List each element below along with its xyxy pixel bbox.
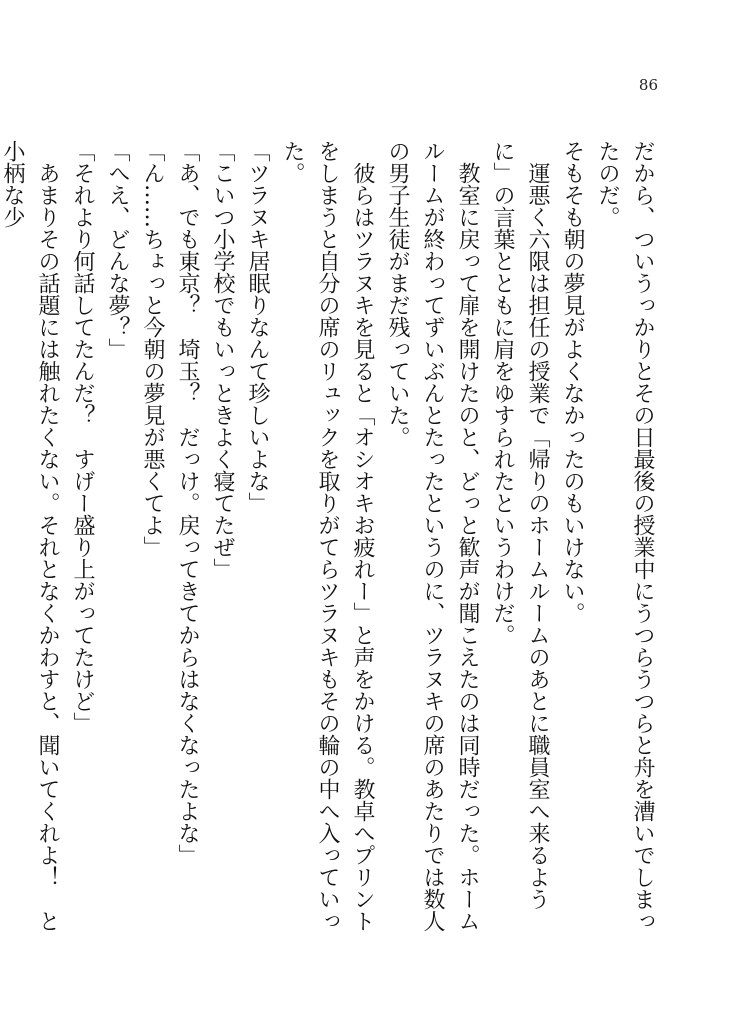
dialogue-line: 「それより何話してたんだ？ すげー盛り上がってたけど」 bbox=[70, 140, 95, 734]
dialogue-line: 「ツラヌキ居眠りなんて珍しいよな」 bbox=[245, 140, 270, 514]
paragraph: 彼らはツラヌキを見ると「オシオキお疲れー」と声をかける。教卓へプリントをしまうと自分の席のリュックを取りがてらツラヌキもその輪の中へ入っていった。 bbox=[280, 140, 375, 932]
page-number: 86 bbox=[638, 76, 658, 94]
paragraph: 運悪く六限は担任の授業で「帰りのホームルームのあとに職員室へ来るように」の言葉とともに肩をゆすられたというわけだ。 bbox=[490, 140, 550, 910]
paragraph: 教室に戻って扉を開けたのと、どっと歓声が聞こえたのは同時だった。ホームルームが終わってずいぶんとたったというのに、ツラヌキの席のあたりでは数人の男子生徒がまだ残っていた。 bbox=[385, 140, 480, 932]
dialogue-line: 「こいつ小学校でもいっときよく寝てたぜ」 bbox=[210, 140, 235, 580]
paragraph: あまりその話題には触れたくない。それとなくかわすと、聞いてくれよ！ と小柄な少 bbox=[0, 140, 60, 932]
paragraph: だから、ついうっかりとその日最後の授業中にうつらうつらと舟を漕いでしまったのだ。 bbox=[595, 140, 655, 932]
dialogue-line: 「へえ、どんな夢？」 bbox=[105, 140, 130, 360]
paragraph: そもそも朝の夢見がよくなかったのもいけない。 bbox=[560, 140, 585, 624]
dialogue-line: 「あ、でも東京？ 埼玉？ だっけ。戻ってきてからはなくなったよな」 bbox=[175, 140, 200, 866]
vertical-body-text bbox=[0, 140, 660, 940]
dialogue-line: 「ん……ちょっと今朝の夢見が悪くてよ」 bbox=[140, 140, 165, 558]
